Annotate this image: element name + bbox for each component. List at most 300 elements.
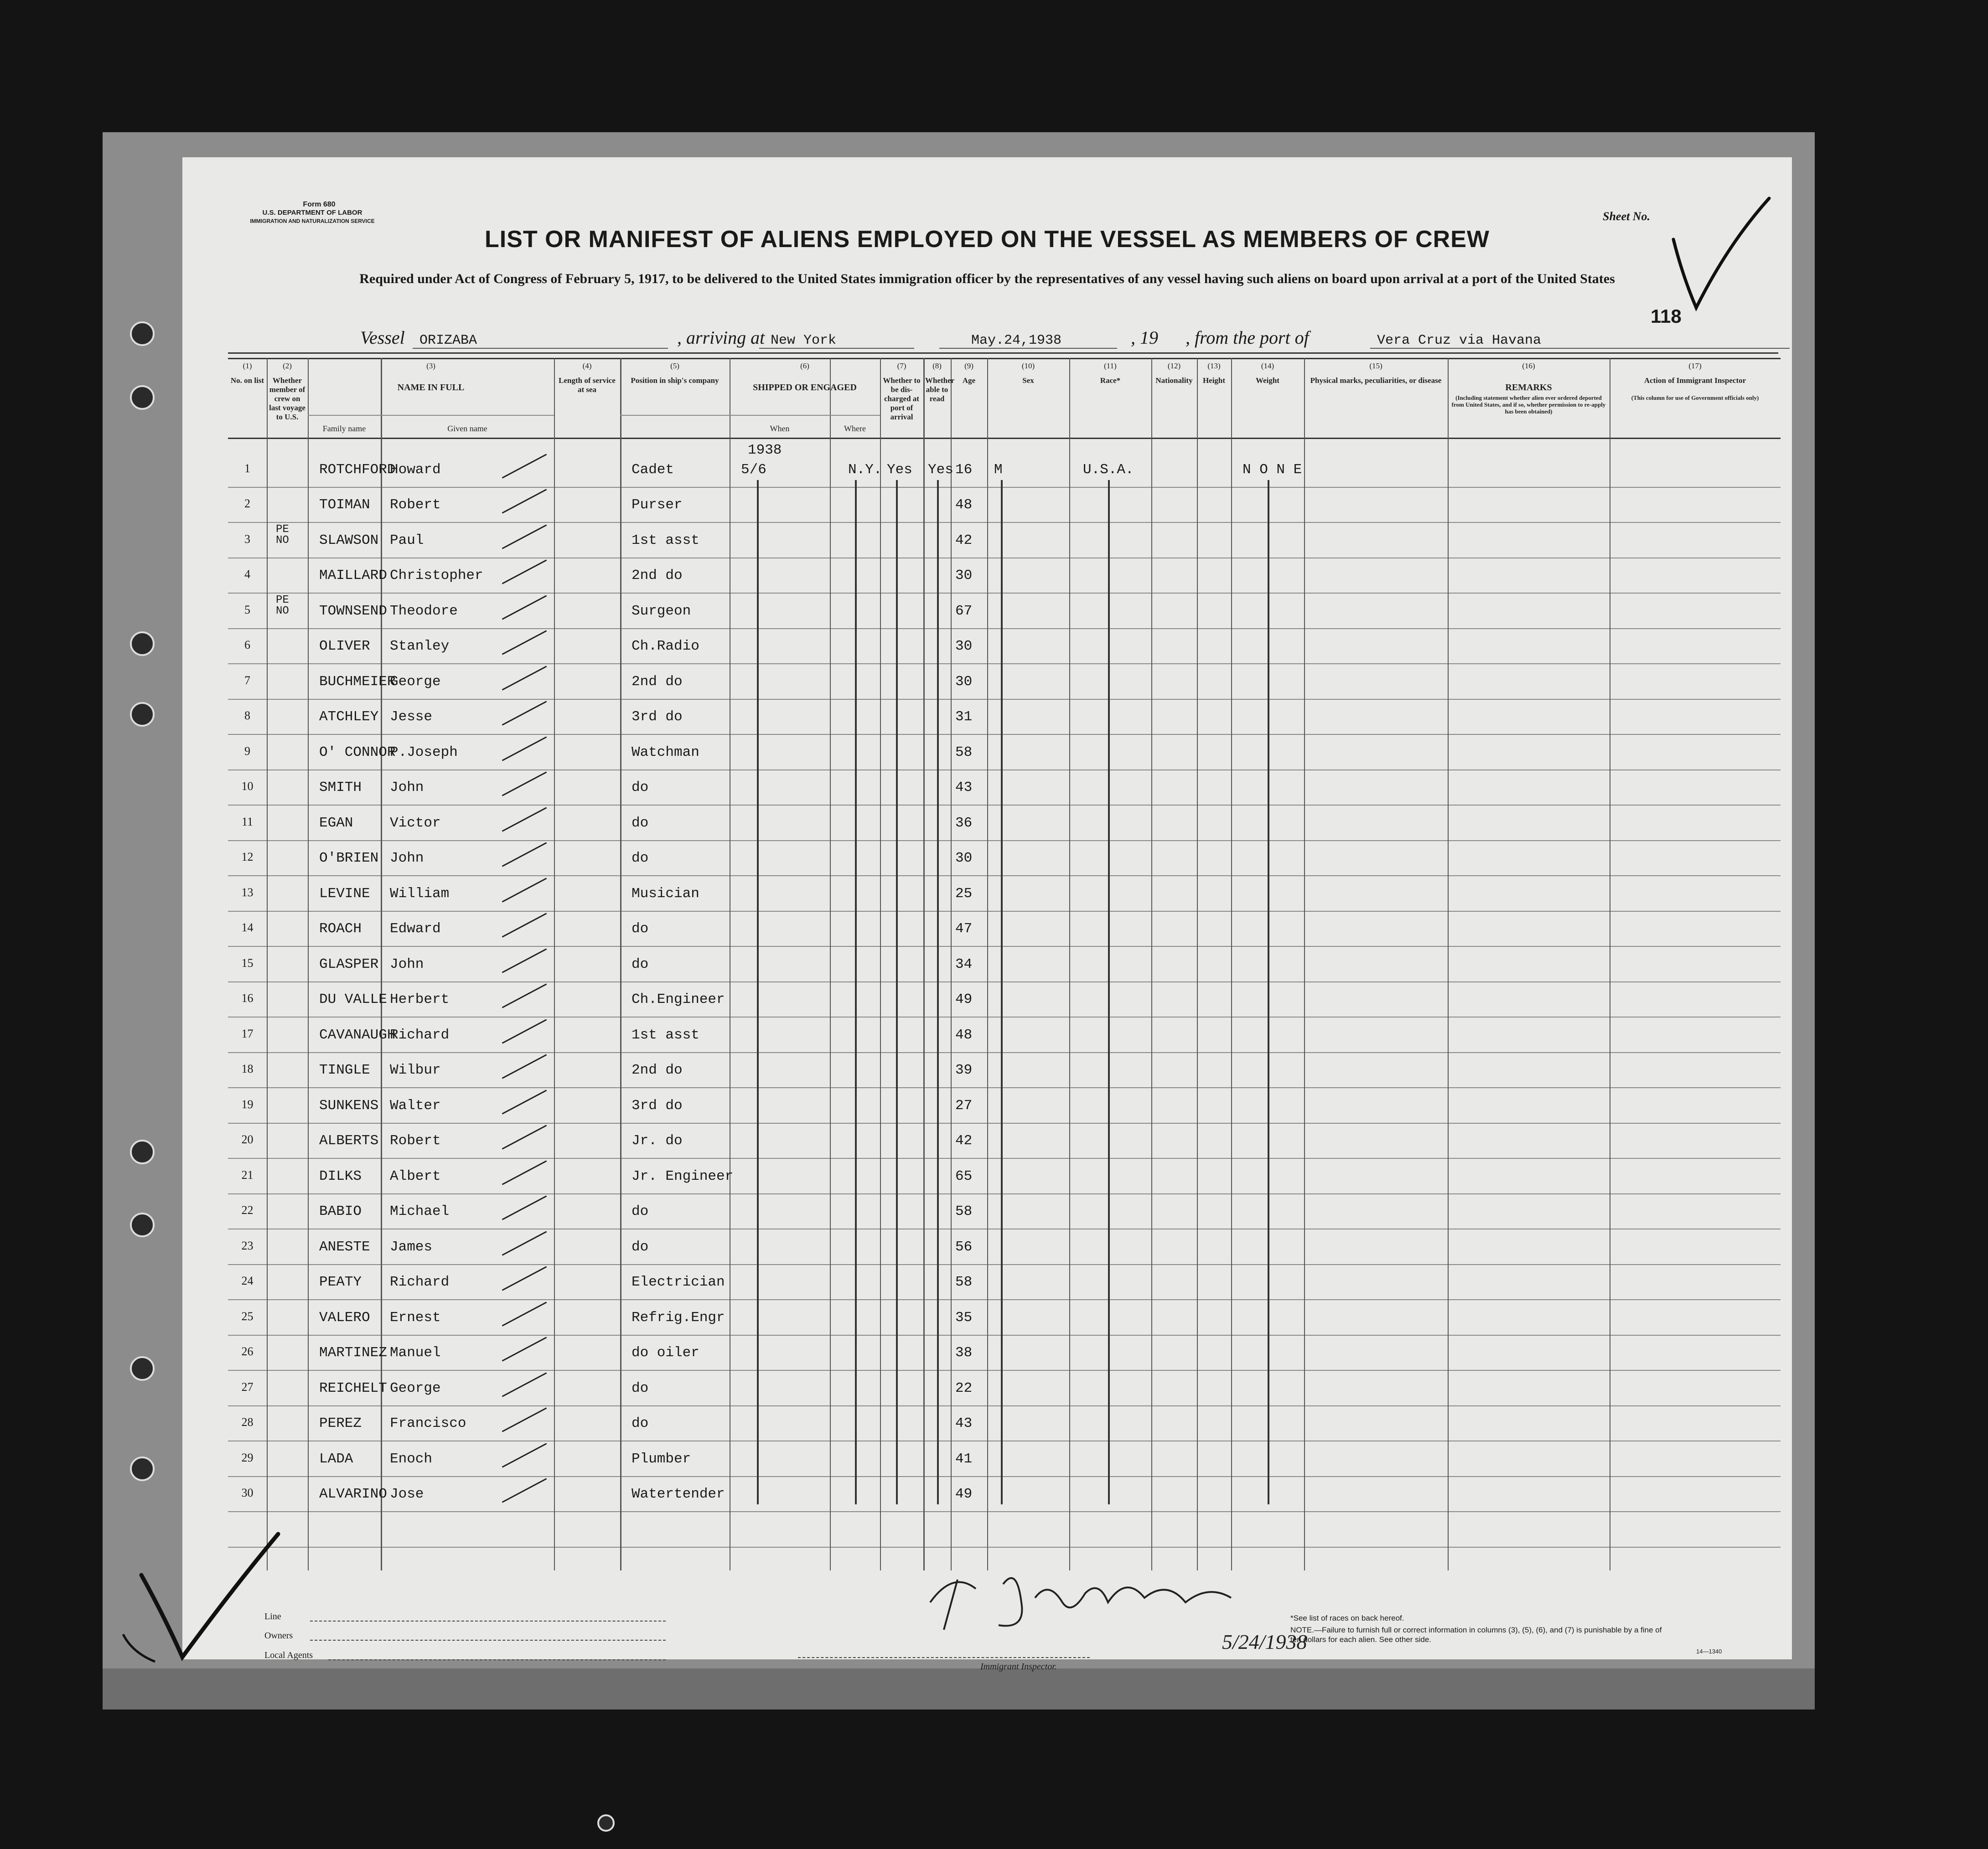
crew-row-number: 14 (241, 921, 254, 934)
handwritten-tick (502, 454, 547, 478)
row-rule (228, 1123, 1781, 1124)
column-header: Age (962, 376, 976, 385)
handwritten-tick (502, 1054, 547, 1079)
family-name: SLAWSON (319, 532, 379, 548)
column-rule (620, 358, 621, 1570)
handwritten-tick (502, 736, 547, 761)
given-name: Edward (390, 921, 441, 937)
age: 65 (955, 1168, 973, 1184)
position: do (632, 921, 649, 937)
position: do oiler (632, 1345, 699, 1361)
shipped-subheader-rule (620, 415, 880, 416)
crew-table (228, 358, 1781, 1570)
handwritten-tick (502, 1019, 547, 1043)
column-header: Sex (1022, 376, 1034, 385)
row-rule (228, 1299, 1781, 1300)
punch-hole (130, 702, 155, 727)
crew-row-number: 6 (244, 638, 250, 651)
column-rule (554, 358, 555, 1570)
age: 30 (955, 850, 973, 866)
crew-row-number: 18 (241, 1062, 254, 1075)
age: 47 (955, 921, 973, 937)
column-number: (4) (582, 362, 592, 370)
column-number: (1) (243, 362, 252, 370)
age: 42 (955, 1133, 973, 1149)
column-header: Race* (1100, 376, 1121, 385)
row-rule (228, 911, 1781, 912)
position: Purser (632, 497, 683, 513)
position: 1st asst (632, 1027, 699, 1043)
row-rule (228, 1405, 1781, 1406)
family-name: OLIVER (319, 638, 370, 654)
year-label: , 19 (1131, 327, 1158, 348)
family-name: VALERO (319, 1309, 370, 1326)
crew-row-number: 24 (241, 1274, 254, 1287)
age: 16 (955, 461, 973, 478)
penalty-note: NOTE.—Failure to furnish full or correct information in columns (3), (5), (6), and (7) is punishable by a fine of ten dollars for each alien. See other side. (1290, 1626, 1662, 1644)
year-shipped: 1938 (748, 442, 782, 458)
handwritten-tick (502, 1372, 547, 1397)
form-number: Form 680 (303, 201, 336, 208)
column-rule (923, 358, 925, 1570)
given-name: Enoch (390, 1451, 433, 1467)
family-name: BABIO (319, 1203, 362, 1219)
checkmark-icon (1664, 185, 1774, 317)
given-name: Walter (390, 1097, 441, 1114)
family-name: ROACH (319, 921, 362, 937)
column-subheader: When (770, 424, 790, 433)
column-header: REMARKS (1505, 382, 1552, 393)
handwritten-tick (502, 771, 547, 796)
age: 43 (955, 780, 973, 795)
punch-hole (130, 631, 155, 656)
crew-row-number: 29 (241, 1451, 254, 1464)
crew-row-number: 2 (244, 497, 250, 510)
signature-date: 5/24/1938 (1222, 1630, 1307, 1653)
given-name: Herbert (390, 992, 450, 1007)
column-number: (13) (1207, 362, 1221, 370)
column-rule (987, 358, 988, 1570)
column-rule (1197, 358, 1198, 1570)
crew-row-number: 11 (241, 815, 254, 828)
row-rule (228, 1511, 1781, 1512)
crew-row-number: 20 (241, 1133, 254, 1146)
handwritten-tick (502, 701, 547, 725)
family-name: ATCHLEY (319, 709, 379, 725)
family-name: DU VALLE (319, 992, 387, 1007)
crew-row-number: 27 (241, 1380, 254, 1394)
arriving-label: , arriving at (677, 327, 765, 348)
family-name: O' CONNOR (319, 744, 396, 760)
punch-hole (130, 385, 155, 410)
position: do (632, 780, 649, 795)
column-rule (1151, 358, 1152, 1570)
position: 2nd do (632, 673, 683, 690)
column-rule (1304, 358, 1305, 1570)
line-field (310, 1621, 666, 1622)
physical-marks: N O N E (1242, 461, 1302, 478)
column-header: Whether to be dis-charged at port of arrival (883, 376, 921, 421)
position: Musician (632, 885, 699, 902)
row-rule (228, 487, 1781, 488)
given-name: George (390, 1380, 441, 1396)
age: 34 (955, 956, 973, 972)
ditto-line (757, 480, 759, 1505)
age: 58 (955, 744, 973, 760)
column-rule (1448, 358, 1449, 1570)
vessel-underline (413, 348, 668, 349)
age: 30 (955, 568, 973, 584)
crew-row-number: 21 (241, 1168, 254, 1182)
column-rule (830, 358, 831, 1570)
handwritten-tick (502, 666, 547, 690)
column-header: Physical marks, peculiarities, or disease (1310, 376, 1442, 385)
local-agents-label: Local Agents (264, 1650, 313, 1660)
age: 22 (955, 1380, 973, 1396)
department-name: U.S. DEPARTMENT OF LABOR (262, 209, 362, 217)
column-rule (951, 358, 952, 1570)
crew-row-number: 12 (241, 850, 254, 863)
inspector-label: Immigrant Inspector. (980, 1662, 1057, 1672)
age: 56 (955, 1239, 973, 1255)
position: Jr. do (632, 1133, 683, 1149)
header-rule (228, 352, 1778, 354)
handwritten-tick (502, 489, 547, 513)
departure-underline (1370, 348, 1790, 349)
owners-field (310, 1640, 666, 1641)
crew-row-number: 23 (241, 1239, 254, 1252)
crew-row-number: 10 (241, 780, 254, 793)
inspector-field (798, 1657, 1090, 1658)
given-name: Francisco (390, 1415, 466, 1431)
column-number: (15) (1369, 362, 1382, 370)
age: 48 (955, 497, 973, 513)
crew-row-number: 3 (244, 532, 250, 546)
crew-row-number: 17 (241, 1027, 254, 1040)
column-header: Height (1202, 376, 1226, 385)
sheet-label: Sheet No. (1603, 210, 1650, 223)
able-to-read: Yes (928, 461, 953, 478)
column-number: (17) (1688, 362, 1702, 370)
row-rule (228, 875, 1781, 876)
age: 27 (955, 1097, 973, 1114)
shipped-when: 5/6 (741, 461, 766, 478)
family-name: DILKS (319, 1168, 362, 1184)
ditto-line (1001, 480, 1003, 1505)
family-name: CAVANAUGH (319, 1027, 396, 1043)
family-name: SUNKENS (319, 1097, 379, 1114)
age: 41 (955, 1451, 973, 1467)
row-rule (228, 840, 1781, 841)
given-name: John (390, 956, 424, 972)
handwritten-tick (502, 559, 547, 584)
column-subheader: Given name (447, 424, 487, 433)
arrival-underline (759, 348, 914, 349)
column-header: Weight (1256, 376, 1279, 385)
column-number: (3) (426, 362, 435, 370)
row-rule (228, 734, 1781, 735)
given-name: Theodore (390, 603, 458, 619)
handwritten-tick (502, 983, 547, 1008)
position: Watertender (632, 1486, 725, 1502)
family-name: O'BRIEN (319, 850, 379, 866)
age: 38 (955, 1345, 973, 1361)
family-name: ALBERTS (319, 1133, 379, 1149)
crew-row-number: 15 (241, 956, 254, 970)
column-number: (9) (964, 362, 973, 370)
column-rule (880, 358, 881, 1570)
given-name: Howard (390, 461, 441, 478)
row-rule (228, 1264, 1781, 1265)
family-name: PEATY (319, 1274, 362, 1290)
given-name: Ernest (390, 1309, 441, 1326)
crew-row-number: 19 (241, 1097, 254, 1111)
family-name: EGAN (319, 815, 353, 831)
arrival-port: New York (771, 333, 837, 348)
crew-row-number: 22 (241, 1203, 254, 1217)
races-note: *See list of races on back hereof. (1290, 1614, 1404, 1622)
row-rule (228, 1052, 1781, 1053)
column-header: NAME IN FULL (397, 382, 465, 393)
column-rule (308, 358, 309, 1570)
prior-voyage-mark: PE NO (276, 523, 289, 547)
row-rule (228, 522, 1781, 523)
ditto-line (896, 480, 898, 1505)
ditto-line (1108, 480, 1110, 1505)
position: Surgeon (632, 603, 691, 619)
position: 1st asst (632, 532, 699, 548)
age: 30 (955, 673, 973, 690)
column-subheader: (This column for use of Government officials only) (1631, 394, 1759, 401)
punch-hole (130, 321, 155, 346)
given-name: Michael (390, 1203, 450, 1219)
print-code: 14—1340 (1696, 1648, 1722, 1655)
crew-row-number: 30 (241, 1486, 254, 1499)
crew-row-number: 1 (244, 461, 250, 475)
given-name: P.Joseph (390, 744, 458, 760)
local-agents-field (328, 1659, 666, 1660)
crew-row-number: 5 (244, 603, 250, 616)
column-subheader: Family name (322, 424, 366, 433)
position: do (632, 1203, 649, 1219)
punch-hole (130, 1456, 155, 1481)
family-name: ALVARINO (319, 1486, 387, 1502)
departure-port: Vera Cruz via Havana (1377, 333, 1542, 348)
age: 31 (955, 709, 973, 725)
position: Ch.Radio (632, 638, 699, 654)
age: 43 (955, 1415, 973, 1431)
column-number: (5) (670, 362, 679, 370)
given-name: George (390, 673, 441, 690)
column-header: Action of Immigrant Inspector (1644, 376, 1746, 385)
given-name: Paul (390, 532, 424, 548)
row-rule (228, 981, 1781, 982)
position: Jr. Engineer (632, 1168, 734, 1184)
large-checkmark-icon (114, 1525, 305, 1671)
handwritten-tick (502, 595, 547, 620)
column-number: (14) (1261, 362, 1274, 370)
from-port-label: , from the port of (1186, 327, 1309, 348)
column-subheader: Where (844, 424, 866, 433)
sex: M (994, 461, 1003, 478)
handwritten-tick (502, 1231, 547, 1255)
family-name: TOWNSEND (319, 603, 387, 619)
arrival-date: May.24,1938 (971, 333, 1062, 348)
given-name: Jesse (390, 709, 433, 725)
position: do (632, 815, 649, 831)
shipped-where: N.Y. (848, 461, 882, 478)
family-name: GLASPER (319, 956, 379, 972)
crew-row-number: 9 (244, 744, 250, 758)
date-underline (939, 348, 1117, 349)
row-rule (228, 1193, 1781, 1194)
position: Electrician (632, 1274, 725, 1290)
position: 2nd do (632, 568, 683, 584)
row-rule (228, 699, 1781, 700)
row-rule (228, 1335, 1781, 1336)
age: 36 (955, 815, 973, 831)
ditto-line (1268, 480, 1269, 1505)
age: 48 (955, 1027, 973, 1043)
column-number: (12) (1167, 362, 1181, 370)
handwritten-tick (502, 1160, 547, 1185)
family-name: MARTINEZ (319, 1345, 387, 1361)
given-name: Richard (390, 1274, 450, 1290)
given-name: Victor (390, 815, 441, 831)
crew-row-number: 16 (241, 992, 254, 1005)
column-number: (6) (800, 362, 809, 370)
family-name: REICHELT (319, 1380, 387, 1396)
given-name: William (390, 885, 450, 902)
position: 3rd do (632, 709, 683, 725)
column-header: Whether member of crew on last voyage to U.S. (269, 376, 305, 421)
position: 3rd do (632, 1097, 683, 1114)
column-number: (16) (1522, 362, 1535, 370)
age: 58 (955, 1274, 973, 1290)
crew-row-number: 25 (241, 1309, 254, 1323)
row-rule (228, 663, 1781, 664)
row-rule (228, 593, 1781, 594)
column-number: (7) (897, 362, 906, 370)
age: 49 (955, 1486, 973, 1502)
age: 30 (955, 638, 973, 654)
row-rule (228, 1476, 1781, 1477)
punch-hole (130, 1213, 155, 1237)
column-header: Length of service at sea (559, 376, 616, 394)
age: 25 (955, 885, 973, 902)
punch-hole (130, 1356, 155, 1381)
column-rule (1231, 358, 1232, 1570)
handwritten-tick (502, 948, 547, 973)
given-name: Stanley (390, 638, 450, 654)
row-rule (228, 1158, 1781, 1159)
family-name: SMITH (319, 780, 362, 795)
handwritten-tick (502, 1090, 547, 1114)
family-name: ROTCHFORD (319, 461, 396, 478)
position: 2nd do (632, 1062, 683, 1078)
row-rule (228, 1087, 1781, 1088)
crew-row-number: 13 (241, 885, 254, 899)
handwritten-tick (502, 1478, 547, 1503)
column-number: (2) (283, 362, 292, 370)
family-name: TOIMAN (319, 497, 370, 513)
owners-label: Owners (264, 1631, 293, 1641)
manifest-title: LIST OR MANIFEST OF ALIENS EMPLOYED ON THE VESSEL AS MEMBERS OF CREW (485, 226, 1490, 253)
line-label: Line (264, 1611, 281, 1622)
position: Ch.Engineer (632, 992, 725, 1007)
position: do (632, 1380, 649, 1396)
position: do (632, 1415, 649, 1431)
family-name: LADA (319, 1451, 353, 1467)
given-name: Christopher (390, 568, 483, 584)
column-header: Nationality (1155, 376, 1193, 385)
prior-voyage-mark: PE NO (276, 594, 289, 617)
ditto-line (855, 480, 857, 1505)
position: do (632, 850, 649, 866)
punch-hole (597, 1814, 615, 1832)
given-name: Manuel (390, 1345, 441, 1361)
manifest-sheet (182, 157, 1792, 1672)
handwritten-tick (502, 1302, 547, 1326)
given-name: Albert (390, 1168, 441, 1184)
position: do (632, 956, 649, 972)
given-name: John (390, 850, 424, 866)
handwritten-tick (502, 807, 547, 832)
handwritten-tick (502, 878, 547, 902)
handwritten-tick (502, 913, 547, 937)
service-name: IMMIGRATION AND NATURALIZATION SERVICE (250, 218, 375, 224)
given-name: Wilbur (390, 1062, 441, 1078)
header-top-rule (228, 358, 1781, 359)
age: 49 (955, 992, 973, 1007)
row-rule (228, 628, 1781, 629)
age: 58 (955, 1203, 973, 1219)
family-name: TINGLE (319, 1062, 370, 1078)
column-rule (267, 358, 268, 1570)
position: Cadet (632, 461, 674, 478)
given-name: Robert (390, 497, 441, 513)
handwritten-tick (502, 1125, 547, 1149)
column-number: (11) (1104, 362, 1117, 370)
age: 67 (955, 603, 973, 619)
position: Plumber (632, 1451, 691, 1467)
handwritten-tick (502, 1195, 547, 1220)
vessel-name: ORIZABA (419, 333, 477, 348)
given-name: James (390, 1239, 433, 1255)
position: Watchman (632, 744, 699, 760)
crew-row-number: 4 (244, 568, 250, 581)
punch-hole (130, 1140, 155, 1164)
header-bottom-rule (228, 438, 1781, 439)
family-name: LEVINE (319, 885, 370, 902)
position: Refrig.Engr (632, 1309, 725, 1326)
family-name: PEREZ (319, 1415, 362, 1431)
given-name: John (390, 780, 424, 795)
column-number: (10) (1021, 362, 1035, 370)
ditto-line (937, 480, 939, 1505)
row-rule (228, 946, 1781, 947)
handwritten-tick (502, 524, 547, 549)
handwritten-tick (502, 842, 547, 867)
given-name: Robert (390, 1133, 441, 1149)
family-name: ANESTE (319, 1239, 370, 1255)
crew-row-number: 7 (244, 673, 250, 687)
given-name: Richard (390, 1027, 450, 1043)
column-number: (8) (932, 362, 942, 370)
handwritten-tick (502, 630, 547, 655)
age: 39 (955, 1062, 973, 1078)
crew-row-number: 8 (244, 709, 250, 722)
